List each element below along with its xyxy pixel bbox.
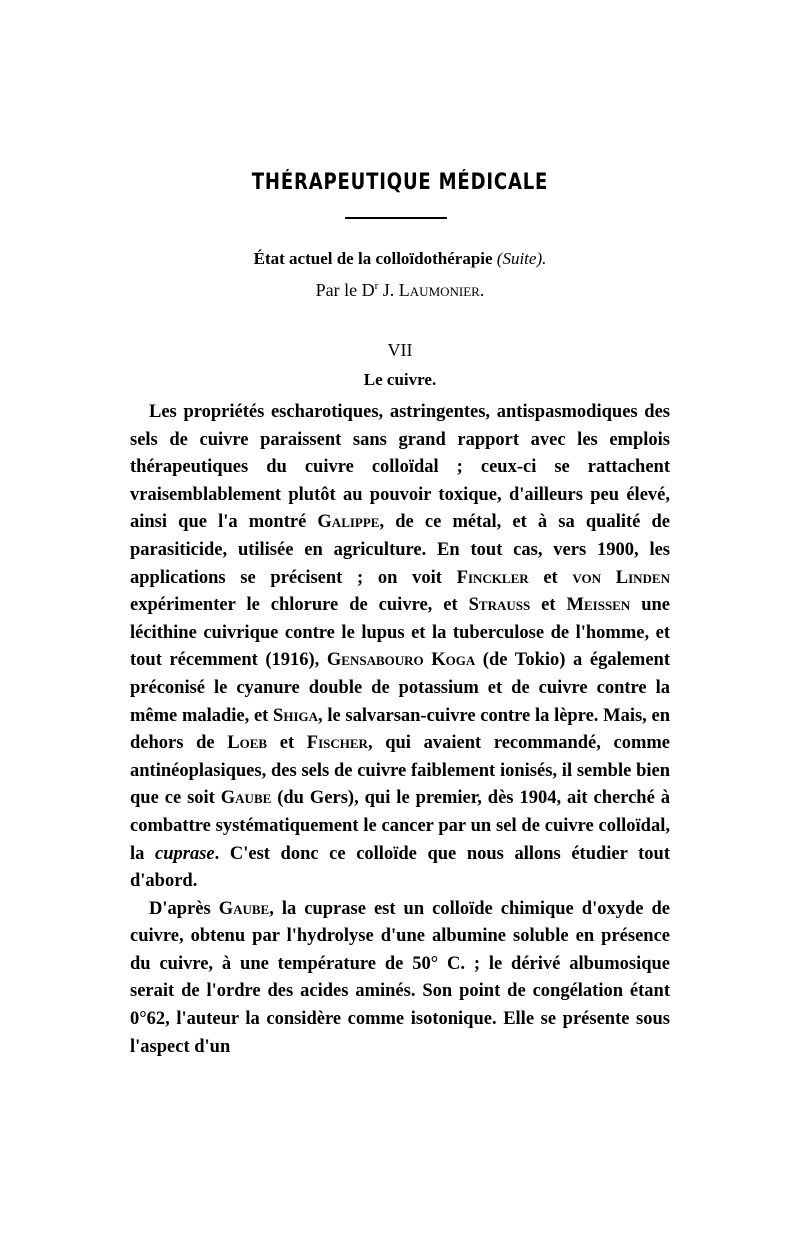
text-segment: , qui avaient recommandé, comme antinéoplasiques, des sels de cuivre faiblement ionisés, il semble bien que ce soit xyxy=(130,733,671,809)
section-number: VII xyxy=(387,340,413,360)
author-name: von Linden xyxy=(572,567,670,588)
text-segment: , le salvarsan-cuivre contre la lèpre. Mais, en dehors de xyxy=(130,705,670,754)
author-name: Meissen xyxy=(566,595,631,616)
byline-author: Laumonier. xyxy=(398,280,485,300)
author-name: Gaube xyxy=(218,898,270,919)
byline-prefix: Par le D xyxy=(315,280,375,300)
byline-sup: r xyxy=(374,280,379,292)
italic-term: cuprase xyxy=(155,843,215,864)
byline-initial: J. xyxy=(378,280,399,300)
author-name: Finckler xyxy=(456,567,529,588)
paragraph xyxy=(130,896,670,1062)
author-name: Strauss xyxy=(468,595,531,616)
page-header: THÉRAPEUTIQUE MÉDICALE xyxy=(251,170,549,195)
text-segment: Les propriétés escharotiques, astringentes, antispasmodiques des sels de cuivre paraissent sans grand rapport avec les emplois thérapeutiques du cuivre colloïdal ; ceux-ci se rattachent vraisemblablement plutôt au pouvoir toxique, d'ailleurs peu élevé, ainsi que l'a montré xyxy=(130,402,670,533)
author-name: Fischer xyxy=(306,733,368,754)
byline xyxy=(0,280,800,301)
article-title xyxy=(0,249,800,269)
text-segment: . C'est donc ce colloïde que nous allons étudier tout d'abord. xyxy=(130,843,670,892)
body-text xyxy=(130,399,670,1061)
text-segment: , la cuprase est un colloïde chimique d'oxyde de cuivre, obtenu par l'hydrolyse d'une albumine soluble en présence du cuivre, à une température de 50° C. ; le dérivé albumosique serait de l'ordre des acides aminés. Son point de congélation étant 0°62, l'auteur la considère comme isotonique. Elle se présente sous l'aspect d'un xyxy=(130,898,670,1057)
text-segment: (du Gers), qui le premier, dès 1904, ait cherché à combattre systématiquement le cancer par un sel de cuivre colloïdal, la xyxy=(130,788,670,864)
text-segment: une lécithine cuivrique contre le lupus et la tuberculose de l'homme, et tout récemment (1916), xyxy=(130,595,671,671)
author-name: Galippe xyxy=(317,512,380,533)
article-title-suite: (Suite). xyxy=(496,249,547,268)
text-segment: D'après xyxy=(149,898,219,919)
author-name: Shiga xyxy=(273,705,319,726)
author-name: Gensabouro Koga xyxy=(326,650,476,671)
text-segment: et xyxy=(267,733,307,754)
author-name: Loeb xyxy=(227,733,268,754)
text-segment: expérimenter le chlorure de cuivre, et xyxy=(130,595,469,616)
paragraph xyxy=(130,399,670,896)
text-segment: , de ce métal, et à sa qualité de parasiticide, utilisée en agriculture. En tout cas, vers 1900, les applications se précisent ; on voit xyxy=(130,512,670,588)
text-segment: et xyxy=(528,567,573,588)
article-title-main: État actuel de la colloïdothérapie xyxy=(253,249,493,268)
text-segment: et xyxy=(530,595,567,616)
section-title: Le cuivre. xyxy=(363,370,437,389)
author-name: Gaube xyxy=(220,788,272,809)
text-segment: (de Tokio) a également préconisé le cyanure double de potassium et de cuivre contre la même maladie, et xyxy=(130,650,670,726)
header-rule xyxy=(345,217,447,219)
